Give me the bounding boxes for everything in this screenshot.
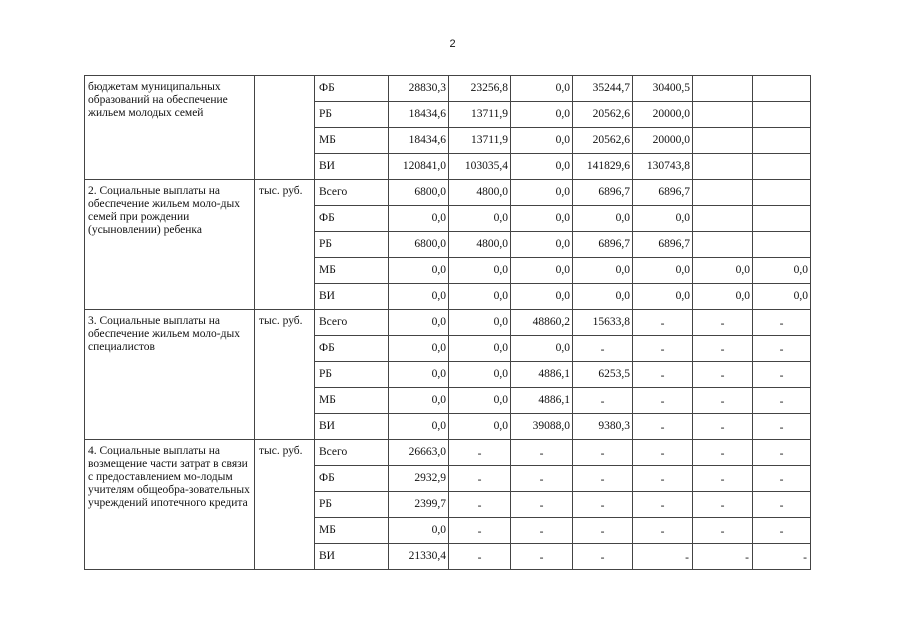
value-cell: -	[633, 388, 693, 414]
value-cell: 0,0	[389, 362, 449, 388]
funding-source-cell: ФБ	[315, 76, 389, 102]
funding-source-cell: МБ	[315, 258, 389, 284]
value-cell: 4886,1	[511, 388, 573, 414]
value-cell: 2932,9	[389, 466, 449, 492]
value-cell: -	[753, 414, 811, 440]
value-cell: 0,0	[449, 414, 511, 440]
value-cell: 0,0	[389, 206, 449, 232]
value-cell: 0,0	[449, 206, 511, 232]
value-cell: -	[753, 336, 811, 362]
value-cell: -	[573, 492, 633, 518]
funding-source-cell: ВИ	[315, 154, 389, 180]
value-cell: -	[573, 388, 633, 414]
value-cell: 0,0	[573, 206, 633, 232]
value-cell: 35244,7	[573, 76, 633, 102]
value-cell: 0,0	[511, 284, 573, 310]
value-cell	[753, 154, 811, 180]
value-cell: 48860,2	[511, 310, 573, 336]
value-cell: 0,0	[389, 414, 449, 440]
measure-name-cell: 2. Социальные выплаты на обеспечение жильем моло-дых семей при рождении (усыновлении) ребенка	[85, 180, 255, 310]
value-cell: -	[693, 466, 753, 492]
value-cell: 0,0	[389, 310, 449, 336]
funding-source-cell: ВИ	[315, 544, 389, 570]
value-cell: -	[633, 310, 693, 336]
unit-cell: тыс. руб.	[255, 310, 315, 440]
value-cell	[753, 102, 811, 128]
value-cell: -	[511, 492, 573, 518]
value-cell: 21330,4	[389, 544, 449, 570]
value-cell: 15633,8	[573, 310, 633, 336]
value-cell: 9380,3	[573, 414, 633, 440]
value-cell: 20562,6	[573, 128, 633, 154]
value-cell: 0,0	[389, 388, 449, 414]
value-cell: -	[693, 336, 753, 362]
value-cell: 0,0	[753, 284, 811, 310]
value-cell: 0,0	[389, 336, 449, 362]
value-cell: 0,0	[573, 284, 633, 310]
value-cell: 0,0	[449, 310, 511, 336]
value-cell	[693, 76, 753, 102]
value-cell: 28830,3	[389, 76, 449, 102]
table-row	[85, 310, 811, 336]
value-cell: -	[693, 388, 753, 414]
funding-source-cell: ФБ	[315, 206, 389, 232]
funding-source-cell: ФБ	[315, 466, 389, 492]
value-cell: 6896,7	[573, 180, 633, 206]
value-cell: -	[573, 336, 633, 362]
value-cell	[693, 128, 753, 154]
value-cell: -	[633, 518, 693, 544]
measure-name-cell: 4. Социальные выплаты на возмещение части затрат в связи с предоставлением мо-лодым учителям общеобра-зовательных учреждений ипотечного кредита	[85, 440, 255, 570]
funding-source-cell: ФБ	[315, 336, 389, 362]
value-cell: 0,0	[633, 284, 693, 310]
value-cell: 0,0	[449, 336, 511, 362]
value-cell: -	[693, 362, 753, 388]
value-cell: -	[633, 492, 693, 518]
value-cell: -	[753, 492, 811, 518]
value-cell: -	[449, 518, 511, 544]
value-cell: 130743,8	[633, 154, 693, 180]
value-cell	[753, 180, 811, 206]
value-cell	[693, 180, 753, 206]
funding-source-cell: МБ	[315, 518, 389, 544]
table-row	[85, 180, 811, 206]
value-cell: -	[511, 518, 573, 544]
value-cell: 6896,7	[633, 180, 693, 206]
value-cell: -	[573, 466, 633, 492]
value-cell: -	[753, 388, 811, 414]
value-cell: -	[633, 336, 693, 362]
value-cell: 6896,7	[573, 232, 633, 258]
value-cell: -	[511, 440, 573, 466]
value-cell: 2399,7	[389, 492, 449, 518]
value-cell: 0,0	[511, 128, 573, 154]
value-cell	[693, 102, 753, 128]
value-cell: -	[693, 518, 753, 544]
value-cell: 0,0	[633, 206, 693, 232]
value-cell: 0,0	[511, 76, 573, 102]
value-cell: -	[753, 440, 811, 466]
value-cell: 141829,6	[573, 154, 633, 180]
value-cell	[693, 206, 753, 232]
value-cell: 0,0	[389, 258, 449, 284]
funding-source-cell: Всего	[315, 440, 389, 466]
value-cell: 20000,0	[633, 102, 693, 128]
funding-source-cell: РБ	[315, 362, 389, 388]
value-cell: 103035,4	[449, 154, 511, 180]
value-cell: -	[693, 414, 753, 440]
value-cell: -	[693, 544, 753, 570]
value-cell: 0,0	[449, 362, 511, 388]
value-cell: 6253,5	[573, 362, 633, 388]
value-cell: 4800,0	[449, 180, 511, 206]
value-cell: 30400,5	[633, 76, 693, 102]
value-cell: 4886,1	[511, 362, 573, 388]
value-cell: 0,0	[511, 232, 573, 258]
value-cell: -	[511, 466, 573, 492]
value-cell: -	[633, 440, 693, 466]
value-cell: 6800,0	[389, 180, 449, 206]
program-funding-table	[84, 75, 811, 570]
value-cell: -	[511, 544, 573, 570]
funding-source-cell: РБ	[315, 232, 389, 258]
value-cell: -	[753, 544, 811, 570]
value-cell: 0,0	[511, 154, 573, 180]
unit-cell: тыс. руб.	[255, 440, 315, 570]
value-cell: -	[633, 414, 693, 440]
value-cell: 23256,8	[449, 76, 511, 102]
measure-name-cell: бюджетам муниципальных образований на обеспечение жильем молодых семей	[85, 76, 255, 180]
funding-source-cell: Всего	[315, 310, 389, 336]
value-cell: -	[449, 544, 511, 570]
value-cell: 0,0	[693, 258, 753, 284]
value-cell: -	[573, 544, 633, 570]
value-cell: 0,0	[389, 518, 449, 544]
value-cell: 0,0	[573, 258, 633, 284]
value-cell: -	[633, 544, 693, 570]
value-cell	[693, 232, 753, 258]
value-cell	[753, 206, 811, 232]
value-cell: 18434,6	[389, 102, 449, 128]
value-cell: 0,0	[633, 258, 693, 284]
value-cell: -	[693, 440, 753, 466]
value-cell: 0,0	[511, 258, 573, 284]
value-cell: -	[573, 440, 633, 466]
value-cell: 20562,6	[573, 102, 633, 128]
value-cell: 13711,9	[449, 102, 511, 128]
value-cell: 6896,7	[633, 232, 693, 258]
value-cell	[753, 232, 811, 258]
value-cell: 0,0	[693, 284, 753, 310]
value-cell: 18434,6	[389, 128, 449, 154]
value-cell: -	[753, 362, 811, 388]
value-cell: 0,0	[449, 388, 511, 414]
page-number: 2	[449, 38, 456, 50]
value-cell	[753, 76, 811, 102]
value-cell: 0,0	[511, 180, 573, 206]
value-cell: 0,0	[389, 284, 449, 310]
funding-source-cell: ВИ	[315, 284, 389, 310]
value-cell: -	[633, 466, 693, 492]
value-cell	[753, 128, 811, 154]
value-cell: 4800,0	[449, 232, 511, 258]
funding-source-cell: ВИ	[315, 414, 389, 440]
value-cell: 6800,0	[389, 232, 449, 258]
value-cell: -	[633, 362, 693, 388]
value-cell: -	[753, 518, 811, 544]
value-cell: 26663,0	[389, 440, 449, 466]
measure-name-cell: 3. Социальные выплаты на обеспечение жильем моло-дых специалистов	[85, 310, 255, 440]
value-cell: -	[449, 492, 511, 518]
funding-source-cell: МБ	[315, 388, 389, 414]
value-cell	[693, 154, 753, 180]
unit-cell: тыс. руб.	[255, 180, 315, 310]
funding-source-cell: Всего	[315, 180, 389, 206]
value-cell: -	[693, 310, 753, 336]
funding-source-cell: РБ	[315, 102, 389, 128]
unit-cell	[255, 76, 315, 180]
table-row	[85, 76, 811, 102]
value-cell: 0,0	[449, 284, 511, 310]
value-cell: 0,0	[449, 258, 511, 284]
funding-source-cell: РБ	[315, 492, 389, 518]
value-cell: -	[693, 492, 753, 518]
table-row	[85, 440, 811, 466]
value-cell: 20000,0	[633, 128, 693, 154]
value-cell: -	[449, 440, 511, 466]
value-cell: 0,0	[753, 258, 811, 284]
value-cell: -	[573, 518, 633, 544]
value-cell: 0,0	[511, 206, 573, 232]
value-cell: -	[753, 466, 811, 492]
value-cell: 120841,0	[389, 154, 449, 180]
value-cell: -	[449, 466, 511, 492]
value-cell: 0,0	[511, 102, 573, 128]
value-cell: 39088,0	[511, 414, 573, 440]
funding-source-cell: МБ	[315, 128, 389, 154]
value-cell: -	[753, 310, 811, 336]
value-cell: 0,0	[511, 336, 573, 362]
value-cell: 13711,9	[449, 128, 511, 154]
